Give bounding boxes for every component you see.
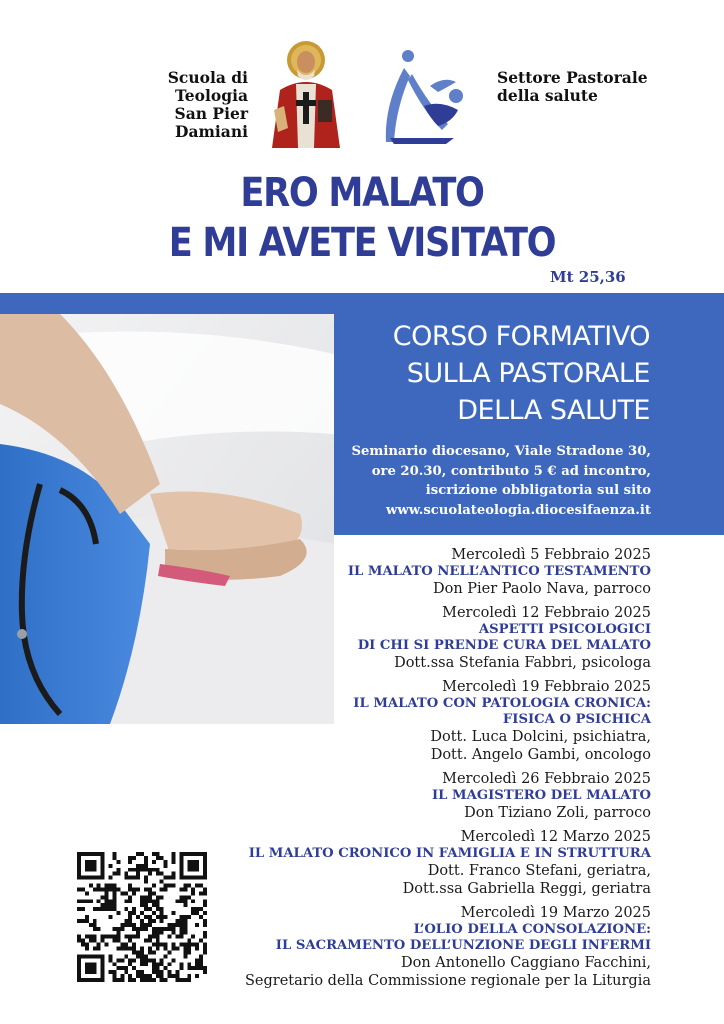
course-info bbox=[321, 442, 651, 520]
main-title-line-1: ERO MALATO bbox=[240, 170, 484, 216]
event-item bbox=[211, 604, 651, 672]
school-name bbox=[100, 69, 248, 141]
event-date: Mercoledì 19 Febbraio 2025 bbox=[442, 679, 651, 695]
event-speaker: Segretario della Commissione regionale per la Liturgia bbox=[244, 973, 651, 989]
event-item bbox=[211, 546, 651, 598]
event-speaker: Don Pier Paolo Nava, parroco bbox=[432, 581, 651, 597]
event-title: ASPETTI PSICOLOGICI bbox=[478, 622, 651, 637]
event-date: Mercoledì 26 Febbraio 2025 bbox=[442, 771, 651, 787]
event-item bbox=[211, 828, 651, 898]
event-speaker: Dott. Franco Stefani, geriatra, bbox=[427, 863, 651, 879]
event-speaker: Dott.ssa Stefania Fabbri, psicologa bbox=[394, 655, 651, 671]
event-speaker: Don Antonello Caggiano Facchini, bbox=[401, 955, 651, 971]
event-title: IL MALATO CON PATOLOGIA CRONICA: bbox=[353, 696, 651, 711]
school-name-line: Scuola di Teologia bbox=[167, 68, 248, 105]
course-title-line: CORSO FORMATIVO bbox=[392, 321, 650, 352]
event-item bbox=[211, 678, 651, 764]
event-date: Mercoledì 5 Febbraio 2025 bbox=[451, 547, 651, 563]
course-info-line: iscrizione obbligatoria sul sito bbox=[425, 483, 651, 499]
event-speaker: Don Tiziano Zoli, parroco bbox=[464, 805, 651, 821]
course-info-line: Seminario diocesano, Viale Stradone 30, bbox=[351, 444, 651, 459]
main-title-line-2: E MI AVETE VISITATO bbox=[168, 220, 556, 266]
pastoral-sector-name bbox=[497, 69, 677, 105]
event-title: IL MALATO NELL’ANTICO TESTAMENTO bbox=[347, 564, 651, 579]
pastoral-sector-line: Settore Pastorale bbox=[497, 68, 648, 87]
qr-code[interactable] bbox=[76, 852, 208, 982]
course-website-link[interactable]: www.scuolateologia.diocesifaenza.it bbox=[386, 502, 651, 518]
event-item bbox=[211, 904, 651, 990]
event-title: L’OLIO DELLA CONSOLAZIONE: bbox=[413, 922, 651, 937]
event-speaker: Dott. Luca Dolcini, psichiatra, bbox=[430, 729, 651, 745]
event-date: Mercoledì 12 Marzo 2025 bbox=[460, 829, 651, 845]
course-title bbox=[320, 318, 650, 429]
bible-citation: Mt 25,36 bbox=[550, 268, 626, 286]
event-title: IL MAGISTERO DEL MALATO bbox=[432, 788, 651, 803]
event-date: Mercoledì 19 Marzo 2025 bbox=[460, 905, 651, 921]
event-title: FISICA O PSICHICA bbox=[502, 712, 651, 727]
event-title: DI CHI SI PRENDE CURA DEL MALATO bbox=[357, 638, 651, 653]
event-item bbox=[211, 770, 651, 822]
pastoral-care-logo bbox=[372, 46, 472, 146]
event-date: Mercoledì 12 Febbraio 2025 bbox=[442, 605, 651, 621]
event-speaker: Dott.ssa Gabriella Reggi, geriatra bbox=[402, 881, 651, 897]
event-speaker: Dott. Angelo Gambi, oncologo bbox=[430, 747, 651, 763]
course-title-line: SULLA PASTORALE bbox=[406, 358, 650, 389]
saint-icon bbox=[266, 40, 346, 148]
event-title: IL MALATO CRONICO IN FAMIGLIA E IN STRUTTURA bbox=[248, 846, 651, 861]
course-title-line: DELLA SALUTE bbox=[457, 395, 650, 426]
course-info-line: ore 20.30, contributo 5 € ad incontro, bbox=[371, 463, 651, 479]
event-title: IL SACRAMENTO DELL’UNZIONE DEGLI INFERMI bbox=[275, 938, 651, 953]
pastoral-sector-line: della salute bbox=[497, 86, 598, 105]
school-name-line: San Pier Damiani bbox=[174, 104, 248, 141]
event-schedule bbox=[211, 546, 651, 996]
